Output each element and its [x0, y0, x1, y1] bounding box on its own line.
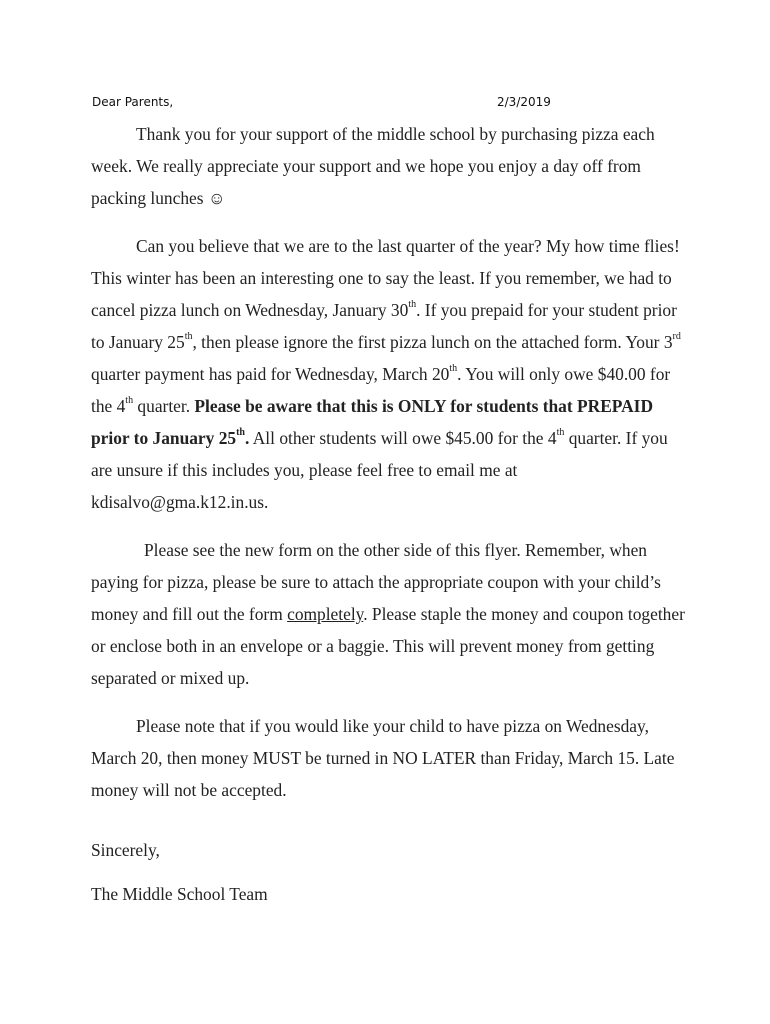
paragraph-payment-info — [91, 230, 691, 518]
p2-sup-2: th — [184, 331, 193, 343]
p2-sup-1: th — [408, 299, 417, 311]
p3-text-2: . Please staple the money and coupon together or enclose both in an envelope or a baggie. This will prevent money from getting separated or mixed up. — [91, 604, 685, 688]
p2-sup-5: th — [125, 395, 134, 407]
p2-text-3: , then please ignore the first pizza lunch on the attached form. Your 3 — [192, 332, 673, 352]
p2-sup-4: th — [449, 363, 458, 375]
letter-date: 2/3/2019 — [497, 95, 551, 109]
smiley-icon: ☺ — [207, 188, 226, 208]
p2-text-4: quarter payment has paid for Wednesday, March 20 — [91, 364, 450, 384]
p2-text-8: quarter. If you are unsure if this includes you, please feel free to email me at kdisalvo@gma.k12.in.us. — [91, 428, 668, 512]
p2-text-1: Can you believe that we are to the last quarter of the year? My how time flies! This winter has been an interesting one to say the least. If you remember, we had to cancel pizza lunch on Wednesday, January 30 — [91, 236, 680, 320]
paragraph-form-instructions — [91, 534, 691, 694]
letter-header — [92, 95, 692, 115]
p3-text-1: Please see the new form on the other side of this flyer. Remember, when paying for pizza, please be sure to attach the appropriate coupon with your child’s money and fill out the form — [91, 540, 661, 624]
p2-text-5: . You will only owe $40.00 for the 4 — [91, 364, 671, 416]
prepaid-notice-end: . — [245, 428, 250, 448]
p2-sup-3: rd — [672, 331, 681, 343]
closing: Sincerely, — [91, 840, 160, 860]
letter-body — [91, 118, 691, 910]
p2-text-6: quarter. — [133, 396, 195, 416]
greeting: Dear Parents, — [92, 95, 174, 109]
paragraph-deadline: Please note that if you would like your child to have pizza on Wednesday, March 20, then money MUST be turned in NO LATER than Friday, March 15. Late money will not be accepted. — [91, 716, 675, 800]
paragraph-thanks-text: Thank you for your support of the middle school by purchasing pizza each week. We really appreciate your support and we hope you enjoy a day off from packing lunches — [91, 124, 655, 208]
signature: The Middle School Team — [91, 884, 268, 904]
completely-underlined: completely — [287, 604, 364, 624]
p2-sup-6: th — [556, 427, 565, 439]
p2-text-7: All other students will owe $45.00 for the 4 — [249, 428, 557, 448]
p2-text-2: . If you prepaid for your student prior to January 25 — [91, 300, 677, 352]
prepaid-notice-text: Please be aware that this is ONLY for students that PREPAID prior to January 25 — [91, 396, 654, 448]
paragraph-thanks — [91, 118, 691, 214]
prepaid-notice-sup: th — [236, 427, 245, 439]
